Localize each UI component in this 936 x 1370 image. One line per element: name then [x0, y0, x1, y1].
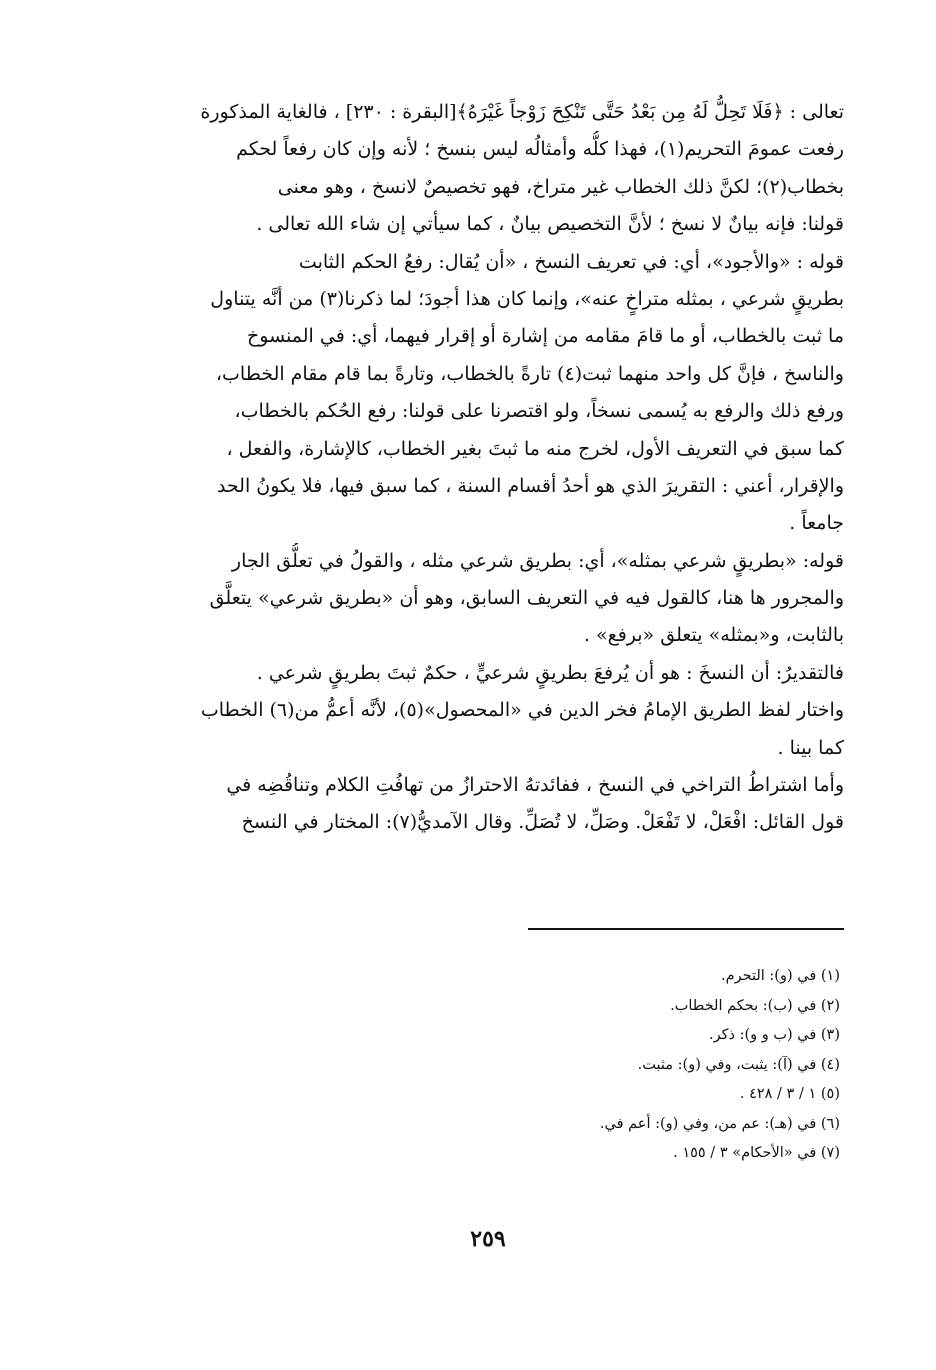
text-line: بطريقٍ شرعي ، بمثله متراخٍ عنه»، وإنما كان هذا أجودَ؛ لما ذكرنا(٣) من أنَّه يتناول: [210, 287, 844, 310]
text-line: ما ثبت بالخطاب، أو ما قامَ مقامه من إشارة أو إقرار فيهما، أي: في المنسوخ: [247, 325, 844, 348]
text-line: والناسخ ، فإنَّ كل واحد منهما ثبت(٤) تارةً بالخطاب، وتارةً بما قام مقام الخطاب،: [215, 362, 844, 385]
footnote: (٥) ١ / ٣ / ٤٢٨ .: [739, 1086, 840, 1102]
text-line: كما بينا .: [777, 736, 844, 759]
text-line: جامعاً .: [789, 512, 844, 535]
text-line: والمجرور ها هنا، كالقول فيه في التعريف السابق، وهو أن «بطريق شرعي» يتعلَّق: [209, 587, 844, 610]
text-line: بخطاب(٢)؛ لكنَّ ذلك الخطاب غير متراخ، فهو تخصيصٌ لانسخ ، وهو معنى: [277, 175, 844, 198]
text-line: والإقرار، أعني : التقريرَ الذي هو أحدُ أقسام السنة ، كما سبق فيها، فلا يكونُ الحد: [216, 474, 844, 497]
footnote: (١) في (و): التحرم.: [721, 968, 840, 984]
text-line: فالتقديرُ: أن النسخَ : هو أن يُرفعَ بطريقٍ شرعيٍّ ، حكمٌ ثبتَ بطريقٍ شرعي .: [256, 661, 844, 684]
text-line: رفعت عمومَ التحريم(١)، فهذا كلُّه وأمثالُه ليس بنسخ ؛ لأنه وإن كان رفعاً لحكم: [236, 138, 844, 161]
footnote: (٦) في (هـ): عم من، وفي (و): أعم في.: [599, 1115, 840, 1132]
page-number: ٢٥٩: [470, 1226, 506, 1252]
footnote: (٧) في «الأحكام» ٣ / ١٥٥ .: [673, 1145, 840, 1161]
footnotes: [340, 962, 840, 1169]
footnote-separator: [528, 928, 844, 930]
main-text: [72, 94, 844, 842]
text-line: قوله: «بطريقٍ شرعي بمثله»، أي: بطريق شرعي مثله ، والقولُ في تعلُّق الجار: [231, 549, 844, 572]
text-line: تعالى : ﴿فَلَا تَحِلُّ لَهُ مِن بَعْدُ حَتَّى تَنْكِحَ زَوْجاً غَيْرَهُ﴾[البقرة : ٢٣٠] ، فالغاية المذكورة: [200, 101, 844, 123]
text-line: ورفع ذلك والرفع به يُسمى نسخاً، ولو اقتصرنا على قولنا: رفع الحُكم بالخطاب،: [234, 400, 844, 423]
footnote: (٢) في (ب): بحكم الخطاب.: [670, 997, 840, 1014]
text-line: قوله : «والأجود»، أي: في تعريف النسخ ، «أن يُقال: رفعُ الحكم الثابت: [298, 250, 844, 273]
text-line: قول القائل: افْعَلْ، لا تَفْعَلْ. وصَلِّ، لا تُصَلِّ. وقال الآمديُّ(٧): المختار في النسخ: [241, 811, 844, 834]
text-line: وأما اشتراطُ التراخي في النسخ ، ففائدتهُ الاحترازُ من تهافُتِ الكلام وتناقُضِه في: [226, 774, 844, 797]
text-line: بالثابت، و«بمثله» يتعلق «برفع» .: [583, 624, 844, 647]
footnote: (٣) في (ب و و): ذكر.: [708, 1027, 840, 1043]
text-line: قولنا: فإنه بيانٌ لا نسخ ؛ لأنَّ التخصيص بيانٌ ، كما سيأتي إن شاء الله تعالى .: [256, 213, 844, 236]
text-line: واختار لفظ الطريق الإمامُ فخر الدين في «المحصول»(٥)، لأنَّه أعمُّ من(٦) الخطاب: [200, 699, 844, 722]
footnote: (٤) في (آ): يثبت، وفي (و): مثبت.: [637, 1056, 840, 1073]
text-line: كما سبق في التعريف الأول، لخرج منه ما ثبتَ بغير الخطاب، كالإشارة، والفعل ،: [226, 437, 844, 460]
